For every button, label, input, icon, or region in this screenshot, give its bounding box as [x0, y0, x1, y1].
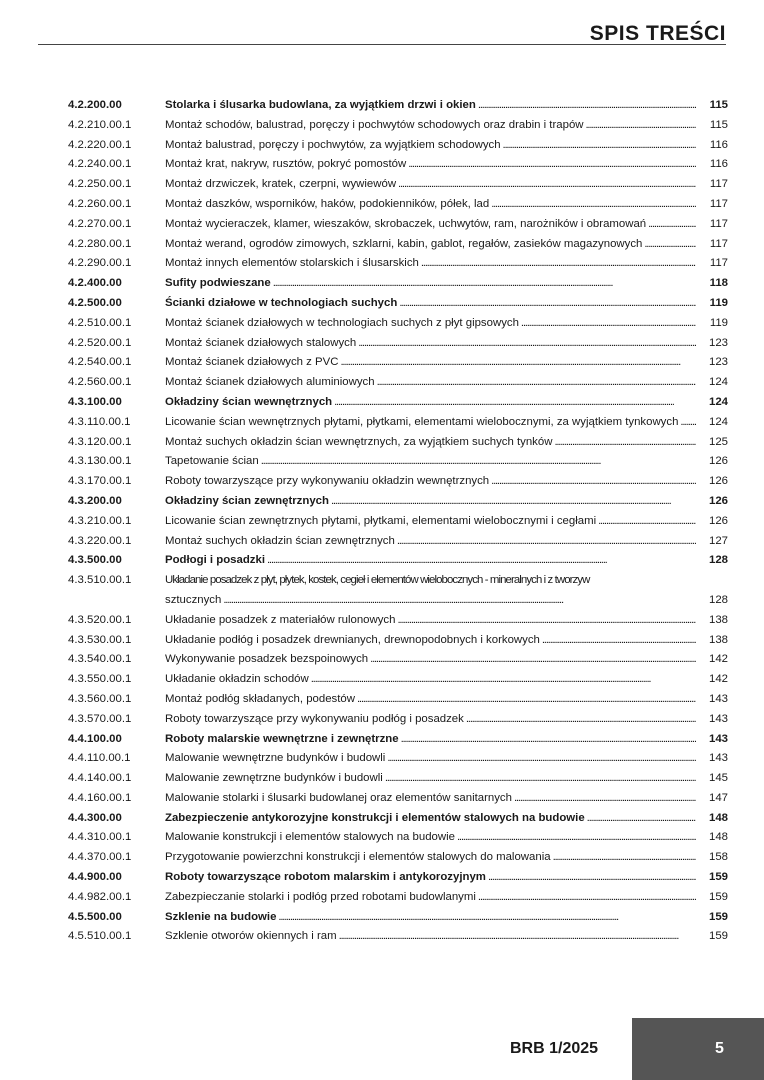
toc-entry-title: Roboty towarzyszące robotom malarskim i antykorozyjnym — [165, 871, 486, 884]
toc-entry-page: 143 — [708, 692, 728, 705]
toc-entry-page: 159 — [708, 871, 728, 884]
toc-entry — [68, 532, 728, 552]
toc-entry-title: Wykonywanie posadzek bezspoinowych — [165, 653, 369, 666]
toc-entry-code: 4.2.210.00.1 — [68, 118, 132, 131]
toc-entry-page: 117 — [709, 197, 728, 210]
toc-entry-code: 4.4.310.00.1 — [68, 831, 132, 844]
toc-entry-page: 138 — [708, 633, 728, 646]
toc-entry-code: 4.3.170.00.1 — [68, 475, 132, 488]
toc-entry — [68, 769, 728, 789]
toc-entry-code: 4.4.300.00 — [68, 811, 122, 824]
toc-entry-title: Szklenie na budowie — [165, 910, 277, 923]
toc-entry-title: Montaż ścianek działowych aluminiowych — [165, 376, 375, 389]
dot-leader — [598, 512, 696, 532]
toc-entry — [68, 888, 728, 908]
dot-leader — [278, 908, 696, 928]
dot-leader — [421, 254, 696, 274]
toc-entry-title: Montaż daszków, wsporników, haków, podokienników, półek, lad — [165, 197, 490, 210]
toc-entry — [68, 413, 728, 433]
toc-entry — [68, 749, 728, 769]
toc-entry-code: 4.3.530.00.1 — [68, 633, 132, 646]
header-divider — [38, 44, 726, 45]
toc-entry — [68, 571, 728, 611]
page-header-title: SPIS TREŚCI — [589, 22, 726, 45]
dot-leader — [491, 472, 696, 492]
toc-entry-code: 4.2.200.00 — [68, 99, 122, 111]
toc-entry-code: 4.3.110.00.1 — [68, 415, 131, 428]
toc-entry-page: 126 — [708, 514, 728, 527]
dot-leader — [358, 334, 696, 354]
dot-leader — [273, 274, 696, 294]
toc-entry — [68, 690, 728, 710]
toc-entry-page: 118 — [709, 277, 728, 290]
toc-entry — [68, 195, 728, 215]
toc-entry-page: 125 — [708, 435, 728, 448]
toc-entry-title: Roboty malarskie wewnętrzne i zewnętrzne — [165, 732, 399, 745]
dot-leader — [399, 294, 696, 314]
toc-entry-code: 4.3.540.00.1 — [68, 653, 132, 666]
toc-entry-page: 143 — [708, 752, 728, 765]
toc-entry-page: 143 — [708, 712, 728, 725]
toc-entry-title: Układanie posadzek z materiałów rulonowych — [165, 613, 396, 626]
dot-leader — [587, 809, 696, 829]
dot-leader — [370, 650, 696, 670]
dot-leader — [398, 175, 696, 195]
toc-entry-page: 123 — [708, 336, 728, 349]
toc-entry-code: 4.4.110.00.1 — [68, 752, 131, 765]
toc-entry-title: Przygotowanie powierzchni konstrukcji i elementów stalowych do malowania — [165, 851, 551, 864]
toc-entry — [68, 472, 728, 492]
toc-entry-code: 4.4.370.00.1 — [68, 851, 132, 864]
toc-entry — [68, 868, 728, 888]
toc-entry-page: 124 — [708, 376, 728, 389]
dot-leader — [644, 235, 696, 255]
dot-leader — [478, 888, 696, 908]
dot-leader — [491, 195, 696, 215]
toc-entry-code: 4.3.510.00.1 — [68, 574, 132, 587]
toc-entry-code: 4.2.290.00.1 — [68, 257, 132, 270]
toc-entry-code: 4.4.140.00.1 — [68, 772, 132, 785]
toc-entry-page: 128 — [708, 554, 728, 567]
toc-entry-title: Układanie okładzin schodów — [165, 673, 309, 686]
toc-entry — [68, 215, 728, 235]
toc-entry-code: 4.4.160.00.1 — [68, 791, 132, 804]
toc-entry-code: 4.2.270.00.1 — [68, 217, 132, 230]
toc-entry-page: 117 — [709, 257, 728, 270]
toc-entry-page: 138 — [708, 613, 728, 626]
toc-entry-title: Montaż wycieraczek, klamer, wieszaków, skrobaczek, uchwytów, ram, narożników i obramowań — [165, 217, 647, 230]
toc-entry-title: Malowanie wewnętrzne budynków i budowli — [165, 752, 386, 765]
toc-entry — [68, 730, 728, 750]
toc-entry-code: 4.2.250.00.1 — [68, 178, 132, 191]
toc-entry-code: 4.4.982.00.1 — [68, 890, 132, 903]
toc-entry-code: 4.3.220.00.1 — [68, 534, 132, 547]
toc-entry-title: Montaż ścianek działowych z PVC — [165, 356, 339, 369]
toc-entry-page: 117 — [709, 178, 728, 191]
toc-entry-title: Stolarka i ślusarka budowlana, za wyjątkiem drzwi i okien — [165, 99, 476, 111]
toc-entry-page: 158 — [708, 851, 728, 864]
toc-entry — [68, 235, 728, 255]
toc-entry-page: 117 — [709, 237, 728, 250]
toc-entry-page: 142 — [708, 653, 728, 666]
toc-entry-page: 145 — [708, 772, 728, 785]
footer-page-number: 5 — [715, 1040, 724, 1057]
toc-entry — [68, 334, 728, 354]
dot-leader — [334, 393, 696, 413]
toc-entry — [68, 452, 728, 472]
toc-entry — [68, 175, 728, 195]
dot-leader — [542, 631, 696, 651]
toc-entry-page: 128 — [708, 593, 728, 606]
toc-entry — [68, 492, 728, 512]
toc-entry-code: 4.2.280.00.1 — [68, 237, 132, 250]
dot-leader — [466, 710, 696, 730]
toc-entry-code: 4.3.550.00.1 — [68, 673, 132, 686]
dot-leader — [521, 314, 696, 334]
dot-leader — [514, 789, 696, 809]
toc-entry-code: 4.2.520.00.1 — [68, 336, 132, 349]
toc-entry-code: 4.5.500.00 — [68, 910, 122, 923]
dot-leader — [397, 532, 696, 552]
toc-entry-title: Szklenie otworów okiennych i ram — [165, 930, 337, 943]
toc-entry-title: Układanie posadzek z płyt, płytek, kostek, cegieł i elementów wielobocznych - mineralnych i z tworzyw — [165, 574, 590, 587]
toc-entry — [68, 274, 728, 294]
toc-entry — [68, 848, 728, 868]
dot-leader — [340, 353, 696, 373]
toc-entry-title: Montaż suchych okładzin ścian zewnętrznych — [165, 534, 395, 547]
toc-entry-code: 4.4.900.00 — [68, 871, 122, 884]
dot-leader — [554, 433, 696, 453]
toc-entry-page: 126 — [708, 475, 728, 488]
toc-entry-page: 127 — [708, 534, 728, 547]
dot-leader — [401, 730, 696, 750]
toc-entry — [68, 353, 728, 373]
toc-entry-code: 4.3.520.00.1 — [68, 613, 132, 626]
dot-leader — [408, 155, 696, 175]
toc-entry-page: 123 — [708, 356, 728, 369]
table-of-contents — [68, 96, 728, 947]
toc-entry-title: Licowanie ścian zewnętrznych płytami, płytkami, elementami wielobocznymi i cegłami — [165, 514, 597, 527]
toc-entry — [68, 136, 728, 156]
toc-entry-page: 126 — [708, 494, 728, 507]
toc-entry-code: 4.5.510.00.1 — [68, 930, 132, 943]
toc-entry — [68, 393, 728, 413]
toc-entry — [68, 373, 728, 393]
toc-entry-title: Montaż ścianek działowych w technologiach suchych z płyt gipsowych — [165, 316, 519, 329]
dot-leader — [223, 591, 696, 611]
dot-leader — [339, 927, 696, 947]
toc-entry-title: Montaż podłóg składanych, podestów — [165, 692, 355, 705]
toc-entry-page: 126 — [708, 455, 728, 468]
toc-entry — [68, 650, 728, 670]
toc-entry-title: Montaż werand, ogrodów zimowych, szklarni, kabin, gablot, regałów, zasieków magazynowych — [165, 237, 643, 250]
toc-entry — [68, 789, 728, 809]
toc-entry-page: 116 — [709, 158, 728, 171]
toc-entry-page: 159 — [708, 910, 728, 923]
toc-entry-page: 124 — [708, 415, 728, 428]
toc-entry-code: 4.3.500.00 — [68, 554, 122, 567]
dot-leader — [267, 551, 696, 571]
toc-entry — [68, 908, 728, 928]
toc-entry-code: 4.2.240.00.1 — [68, 158, 132, 171]
toc-entry-title: Montaż balustrad, poręczy i pochwytów, za wyjątkiem schodowych — [165, 138, 501, 151]
toc-entry-title: Ścianki działowe w technologiach suchych — [165, 296, 398, 309]
dot-leader — [387, 749, 696, 769]
toc-entry-code: 4.4.100.00 — [68, 732, 122, 745]
toc-entry-code: 4.2.220.00.1 — [68, 138, 132, 151]
toc-entry-title: Montaż suchych okładzin ścian wewnętrznych, za wyjątkiem suchych tynków — [165, 435, 553, 448]
toc-entry-code: 4.2.540.00.1 — [68, 356, 132, 369]
toc-entry-page: 142 — [708, 673, 728, 686]
dot-leader — [311, 670, 696, 690]
toc-entry-title: Licowanie ścian wewnętrznych płytami, płytkami, elementami wielobocznymi, za wyjątkiem tynkowych — [165, 415, 679, 428]
toc-entry-title: Malowanie konstrukcji i elementów stalowych na budowie — [165, 831, 455, 844]
toc-entry-title: Okładziny ścian wewnętrznych — [165, 395, 333, 408]
toc-entry-title: Roboty towarzyszące przy wykonywaniu podłóg i posadzek — [165, 712, 464, 725]
dot-leader — [331, 492, 696, 512]
toc-entry-page: 159 — [708, 890, 728, 903]
toc-entry-title: Montaż innych elementów stolarskich i ślusarskich — [165, 257, 419, 270]
toc-entry-page: 119 — [709, 296, 728, 309]
dot-leader — [457, 828, 696, 848]
toc-entry-code: 4.3.130.00.1 — [68, 455, 132, 468]
dot-leader — [586, 116, 697, 136]
toc-entry — [68, 116, 728, 136]
toc-entry — [68, 254, 728, 274]
toc-entry-title: Podłogi i posadzki — [165, 554, 265, 567]
footer-publication: BRB 1/2025 — [510, 1040, 599, 1057]
toc-entry-title: Sufity podwieszane — [165, 277, 271, 290]
dot-leader — [397, 611, 696, 631]
toc-entry-page: 124 — [708, 395, 728, 408]
toc-entry — [68, 828, 728, 848]
toc-entry-title: Zabezpieczanie stolarki i podłóg przed robotami budowlanymi — [165, 890, 476, 903]
toc-entry-title: Układanie podłóg i posadzek drewnianych, drewnopodobnych i korkowych — [165, 633, 540, 646]
toc-entry-code: 4.2.400.00 — [68, 277, 122, 290]
toc-entry-title: Montaż drzwiczek, kratek, czerpni, wywiewów — [165, 178, 397, 191]
toc-entry-page: 148 — [708, 811, 728, 824]
toc-entry-page: 148 — [708, 831, 728, 844]
toc-entry-code: 4.2.510.00.1 — [68, 316, 132, 329]
dot-leader — [648, 215, 696, 235]
toc-entry — [68, 670, 728, 690]
toc-entry-page: 119 — [709, 316, 728, 329]
toc-entry — [68, 611, 728, 631]
toc-entry-title: Montaż ścianek działowych stalowych — [165, 336, 357, 349]
toc-entry-title: Roboty towarzyszące przy wykonywaniu okładzin wewnętrznych — [165, 475, 490, 488]
toc-entry — [68, 631, 728, 651]
toc-entry-code: 4.3.570.00.1 — [68, 712, 132, 725]
toc-entry-title: Malowanie stolarki i ślusarki budowlanej oraz elementów sanitarnych — [165, 791, 512, 804]
toc-entry-title: Okładziny ścian zewnętrznych — [165, 494, 329, 507]
toc-entry-title: Malowanie zewnętrzne budynków i budowli — [165, 772, 383, 785]
dot-leader — [553, 848, 696, 868]
toc-entry-code: 4.3.560.00.1 — [68, 692, 132, 705]
dot-leader — [488, 868, 696, 888]
footer-page-box — [632, 1018, 764, 1080]
toc-entry — [68, 710, 728, 730]
toc-entry — [68, 294, 728, 314]
dot-leader — [478, 96, 696, 116]
toc-entry — [68, 96, 728, 116]
toc-entry-page: 115 — [709, 99, 728, 111]
toc-entry — [68, 155, 728, 175]
toc-entry — [68, 927, 728, 947]
toc-entry-code: 4.3.210.00.1 — [68, 514, 132, 527]
toc-entry-code: 4.2.260.00.1 — [68, 197, 132, 210]
toc-entry-page: 143 — [708, 732, 728, 745]
toc-entry-code: 4.3.120.00.1 — [68, 435, 132, 448]
toc-entry — [68, 512, 728, 532]
toc-entry-title: Tapetowanie ścian — [165, 455, 259, 468]
toc-entry-page: 117 — [709, 217, 728, 230]
dot-leader — [377, 373, 696, 393]
dot-leader — [357, 690, 696, 710]
toc-entry-code: 4.2.560.00.1 — [68, 376, 132, 389]
dot-leader — [385, 769, 696, 789]
toc-entry-page: 116 — [709, 138, 728, 151]
dot-leader — [680, 413, 696, 433]
toc-entry-page: 115 — [709, 118, 728, 131]
dot-leader — [261, 452, 696, 472]
toc-entry-page: 147 — [708, 791, 728, 804]
toc-entry-title: Montaż krat, nakryw, rusztów, pokryć pomostów — [165, 158, 407, 171]
toc-entry-title-continuation: sztucznych — [165, 593, 222, 606]
toc-entry — [68, 551, 728, 571]
dot-leader — [503, 136, 696, 156]
toc-entry — [68, 314, 728, 334]
toc-entry — [68, 433, 728, 453]
toc-entry-code: 4.2.500.00 — [68, 296, 122, 309]
toc-entry-title: Zabezpieczenie antykorozyjne konstrukcji i elementów stalowych na budowie — [165, 811, 585, 824]
toc-entry-page: 159 — [708, 930, 728, 943]
toc-entry — [68, 809, 728, 829]
toc-entry-code: 4.3.200.00 — [68, 494, 122, 507]
toc-entry-code: 4.3.100.00 — [68, 395, 122, 408]
toc-entry-title: Montaż schodów, balustrad, poręczy i pochwytów schodowych oraz drabin i trapów — [165, 118, 584, 131]
